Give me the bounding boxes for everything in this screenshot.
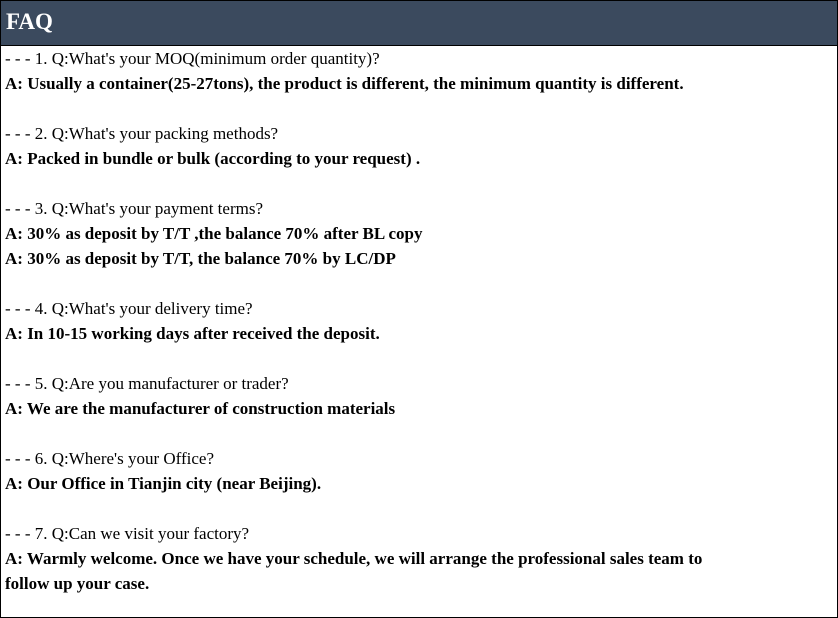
faq-answer-3b: A: 30% as deposit by T/T, the balance 70% by LC/DP	[5, 249, 396, 268]
faq-question-6: - - - 6. Q:Where's your Office?	[5, 449, 215, 468]
faq-question-2: - - - 2. Q:What's your packing methods?	[5, 124, 279, 143]
faq-answer-3a: A: 30% as deposit by T/T ,the balance 70% after BL copy	[5, 224, 423, 243]
faq-answer-1: A: Usually a container(25-27tons), the product is different, the minimum quantity is different.	[5, 74, 684, 93]
faq-question-1: - - - 1. Q:What's your MOQ(minimum order quantity)?	[5, 49, 380, 68]
faq-question-5: - - - 5. Q:Are you manufacturer or trader?	[5, 374, 289, 393]
faq-question-7: - - - 7. Q:Can we visit your factory?	[5, 524, 250, 543]
faq-answer-6: A: Our Office in Tianjin city (near Beijing).	[5, 474, 322, 493]
faq-answer-4: A: In 10-15 working days after received the deposit.	[5, 324, 380, 343]
faq-answer-7a: A: Warmly welcome. Once we have your schedule, we will arrange the professional sales team to	[5, 549, 703, 568]
faq-question-3: - - - 3. Q:What's your payment terms?	[5, 199, 263, 218]
faq-answer-2: A: Packed in bundle or bulk (according to your request) .	[5, 149, 421, 168]
faq-answer-5: A: We are the manufacturer of construction materials	[5, 399, 396, 418]
faq-answer-7b: follow up your case.	[5, 574, 150, 593]
faq-header	[1, 1, 837, 46]
faq-question-4: - - - 4. Q:What's your delivery time?	[5, 299, 253, 318]
faq-title: FAQ	[6, 9, 53, 34]
